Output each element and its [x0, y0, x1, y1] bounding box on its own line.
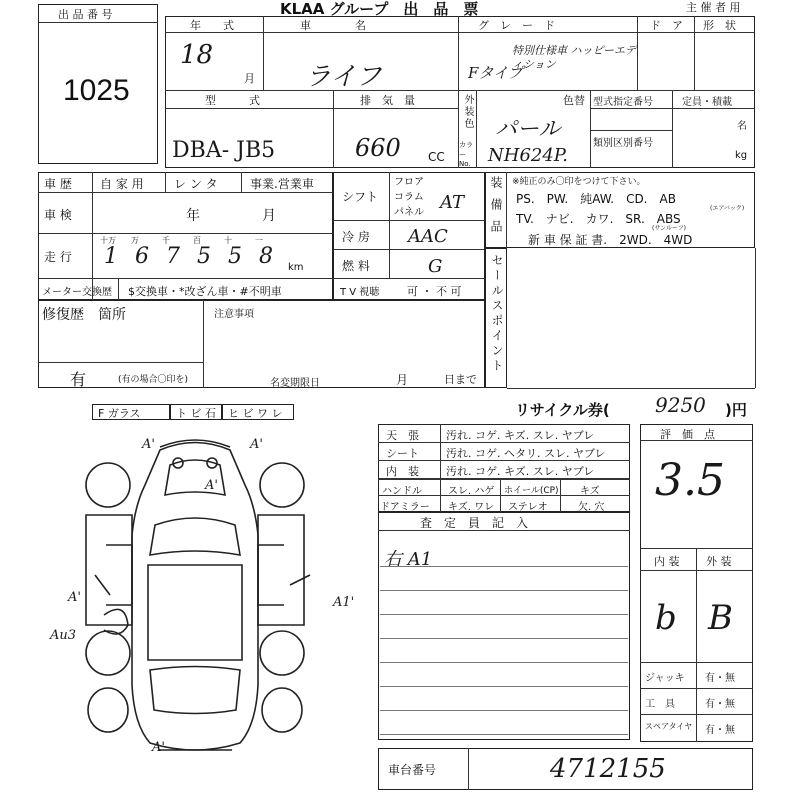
wheel-text[interactable]: キズ: [580, 486, 600, 497]
tool-label: 工 具: [645, 699, 675, 710]
year-label: 年 式: [190, 19, 234, 32]
name-change-day: 日まで: [444, 373, 477, 386]
car-name-label: 車 名: [300, 19, 366, 32]
mileage-digit: 1: [104, 244, 118, 269]
name-change-month: 月: [396, 373, 409, 387]
damage-mark: Au3: [50, 628, 77, 643]
sales-point-label: セールスポイント: [490, 254, 504, 374]
mileage-label: 走 行: [44, 250, 72, 264]
fuel-label: 燃 料: [342, 259, 370, 273]
mileage-digit: 8: [259, 244, 273, 269]
rating-value: 3.5: [655, 455, 725, 506]
shift-panel[interactable]: パネル: [394, 207, 424, 218]
tool-label: ジャッキ: [645, 673, 685, 684]
grade-label: グ レ ー ド: [478, 19, 555, 32]
repair-label: 修復歴 箇所: [42, 307, 126, 323]
mileage-digit: 7: [166, 244, 180, 269]
color-code-label: カラーNo.: [459, 141, 473, 168]
interior-label: 内 装: [654, 555, 680, 568]
mileage-digit-label: 十: [224, 236, 232, 245]
mileage-digit-label: 万: [131, 236, 139, 245]
damage-mark: A': [205, 478, 218, 493]
condition-options[interactable]: 汚れ. コゲ. キズ. スレ. ヤブレ: [446, 465, 595, 478]
form-title: KLAA グループ 出 品 票: [280, 0, 479, 18]
history-label: 車 歴: [44, 177, 72, 191]
mileage-digit: 5: [228, 244, 242, 269]
condition-options[interactable]: 汚れ. コゲ. ヘタリ. スレ. ヤブレ: [446, 447, 606, 460]
capacity-kg-unit: kg: [735, 150, 748, 161]
stereo-text[interactable]: 欠. 穴: [578, 502, 605, 513]
mileage-digit: 6: [135, 244, 149, 269]
car-name-value: ライフ: [305, 62, 382, 92]
recycle-label: リサイクル券(: [515, 401, 610, 419]
condition-label: 内 装: [386, 465, 419, 478]
repair-note: (有の場合〇印を): [118, 375, 189, 385]
recycle-value: 9250: [655, 393, 706, 417]
shift-floor[interactable]: フロア: [394, 177, 424, 188]
aircon-label: 冷 房: [342, 230, 370, 244]
ruled-line: [380, 638, 628, 639]
meter-notes: $交換車・*改ざん車・#不明車: [128, 285, 282, 298]
condition-options[interactable]: 汚れ. コゲ. キズ. スレ. ヤブレ: [446, 429, 595, 442]
equipment-row1-sub: (エアバック): [710, 205, 745, 212]
aircon-value: AAC: [408, 226, 448, 247]
equipment-row3[interactable]: 新 車 保 証 書. 2WD. 4WD: [528, 233, 693, 247]
color-code-value: NH624P.: [488, 145, 568, 166]
glass-item[interactable]: ヒ ビ ワ レ: [228, 407, 283, 420]
inspector-label: 査 定 員 記 入: [420, 516, 529, 530]
history-rental[interactable]: レ ン タ: [174, 177, 218, 191]
tv-value[interactable]: 可 ・ 不 可: [407, 285, 462, 298]
recycle-unit: )円: [725, 401, 747, 419]
mileage-digit-label: 一: [255, 236, 263, 245]
equipment-row2[interactable]: TV. ナビ. カワ. SR. ABS: [516, 212, 681, 226]
stereo-label: ステレオ: [508, 502, 548, 513]
class-number-label: 類別区別番号: [593, 138, 653, 149]
shift-label: シフト: [342, 190, 379, 204]
mirror-text[interactable]: キズ. ワレ: [448, 502, 495, 513]
equipment-note: ※純正のみ〇印をつけて下さい。: [512, 177, 646, 187]
inspection-year-unit: 年: [186, 208, 200, 224]
ruled-line: [380, 710, 628, 711]
equipment-row2-sub: (サンルーフ): [652, 225, 686, 232]
tool-value[interactable]: 有・無: [705, 699, 735, 710]
color-change-label: 色替: [563, 94, 585, 107]
inspection-month-unit: 月: [262, 208, 276, 224]
mirror-label: ドアミラー: [380, 502, 430, 513]
damage-mark: A1': [333, 595, 355, 610]
model-label: 型 式: [205, 94, 260, 107]
damage-mark: A': [142, 437, 155, 452]
repair-value: 有: [70, 370, 87, 389]
lot-number: 1025: [63, 74, 130, 107]
name-change-label: 名変期限日: [270, 378, 320, 389]
mileage-digit-label: 十万: [100, 236, 116, 245]
history-private[interactable]: 自 家 用: [100, 177, 144, 191]
damage-mark: A': [152, 740, 165, 755]
outer-color-label: 外装色: [462, 94, 473, 130]
ruled-line: [380, 686, 628, 687]
exterior-value: B: [708, 598, 733, 638]
equipment-row1[interactable]: PS. PW. 純AW. CD. AB: [516, 192, 676, 206]
shift-column[interactable]: コラム: [394, 192, 424, 203]
color-value: パール: [495, 117, 561, 142]
year-month-unit: 月: [244, 72, 255, 85]
condition-label: 天 張: [386, 429, 419, 442]
ruled-line: [380, 734, 628, 735]
ruled-line: [380, 566, 628, 567]
inspector-value: 右 A1: [384, 549, 433, 570]
condition-divider: [378, 460, 630, 461]
model-value: DBA- JB5: [172, 138, 276, 163]
condition-label: シート: [386, 447, 419, 460]
history-business[interactable]: 事業.営業車: [250, 177, 314, 191]
ruled-line: [380, 662, 628, 663]
year-value: 18: [180, 40, 214, 70]
mileage-digit-label: 百: [193, 236, 201, 245]
grade-value-line2: 特別仕様車 ハッピーエディション: [512, 44, 637, 71]
tool-value[interactable]: 有・無: [705, 725, 735, 736]
grade-value-line1: Fタイプ: [468, 64, 523, 82]
tv-label: T V 視聴: [340, 287, 380, 298]
notes-label: 注意事項: [214, 309, 254, 320]
capacity-person-unit: 名: [737, 121, 747, 132]
tool-value[interactable]: 有・無: [705, 673, 735, 684]
displacement-label: 排 気 量: [360, 94, 415, 107]
displacement-unit: CC: [428, 150, 445, 164]
organizer-label: 主 催 者 用: [686, 1, 741, 14]
glass-item[interactable]: ト ビ 石: [176, 407, 216, 420]
damage-mark: A': [68, 590, 81, 605]
meter-label: メーター交換歴: [42, 287, 112, 298]
mileage-digit: 5: [197, 244, 211, 269]
handle-label: ハンドル: [382, 486, 422, 497]
rating-label: 評 価 点: [660, 428, 715, 441]
shift-value: AT: [440, 192, 465, 213]
capacity-label: 定員・積載: [682, 97, 732, 108]
chassis-value: 4712155: [550, 754, 666, 784]
chassis-label: 車台番号: [388, 763, 437, 777]
shape-label: 形 状: [703, 19, 736, 32]
wheel-label: ホイール(CP): [504, 486, 559, 496]
lot-label: 出 品 番 号: [58, 8, 113, 21]
ruled-line: [380, 614, 628, 615]
damage-mark: A': [250, 437, 263, 452]
fuel-value: G: [428, 256, 443, 277]
inspection-label: 車 検: [44, 208, 72, 222]
exterior-label: 外 装: [706, 555, 732, 568]
mileage-unit: km: [288, 262, 304, 273]
equipment-label: 装備品: [489, 176, 503, 242]
glass-item[interactable]: F ガラス: [98, 407, 141, 420]
ruled-line: [380, 590, 628, 591]
doors-label: ド ア: [650, 19, 683, 32]
condition-divider: [378, 442, 630, 443]
type-spec-label: 型式指定番号: [593, 97, 653, 108]
interior-value: b: [655, 598, 677, 638]
displacement-value: 660: [355, 134, 401, 162]
tool-label: スペアタイヤ: [645, 722, 693, 731]
mileage-digit-label: 千: [162, 236, 170, 245]
handle-text[interactable]: スレ. ハゲ: [448, 486, 495, 497]
